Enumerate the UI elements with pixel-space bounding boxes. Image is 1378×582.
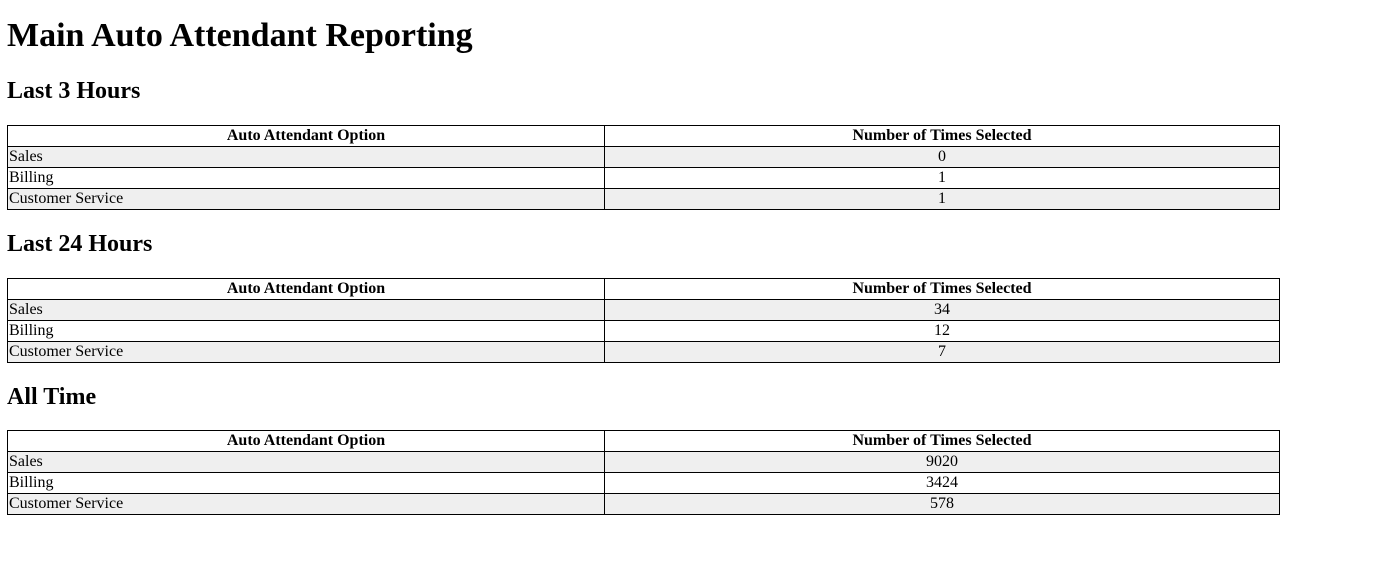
report-table-all-time — [7, 430, 1280, 515]
option-cell: Sales — [8, 452, 605, 473]
column-header-count: Number of Times Selected — [605, 126, 1280, 147]
option-cell: Sales — [8, 147, 605, 168]
count-cell: 9020 — [605, 452, 1280, 473]
table-row — [8, 321, 1280, 342]
count-cell: 12 — [605, 321, 1280, 342]
count-cell: 1 — [605, 168, 1280, 189]
count-cell: 0 — [605, 147, 1280, 168]
table-row — [8, 168, 1280, 189]
column-header-option: Auto Attendant Option — [8, 279, 605, 300]
column-header-count: Number of Times Selected — [605, 431, 1280, 452]
table-header-row — [8, 126, 1280, 147]
option-cell: Billing — [8, 321, 605, 342]
option-cell: Sales — [8, 300, 605, 321]
section-title-last-24-hours: Last 24 Hours — [7, 231, 153, 257]
table-row — [8, 147, 1280, 168]
table-row — [8, 452, 1280, 473]
count-cell: 7 — [605, 342, 1280, 363]
table-header-row — [8, 431, 1280, 452]
column-header-count: Number of Times Selected — [605, 279, 1280, 300]
section-title-last-3-hours: Last 3 Hours — [7, 78, 141, 104]
option-cell: Billing — [8, 168, 605, 189]
report-table-last-3-hours — [7, 125, 1280, 210]
count-cell: 578 — [605, 494, 1280, 515]
table-row — [8, 494, 1280, 515]
option-cell: Customer Service — [8, 494, 605, 515]
table-header-row — [8, 279, 1280, 300]
table-row — [8, 342, 1280, 363]
option-cell: Customer Service — [8, 189, 605, 210]
table-row — [8, 189, 1280, 210]
option-cell: Customer Service — [8, 342, 605, 363]
count-cell: 1 — [605, 189, 1280, 210]
count-cell: 3424 — [605, 473, 1280, 494]
column-header-option: Auto Attendant Option — [8, 431, 605, 452]
page-title: Main Auto Attendant Reporting — [7, 17, 473, 54]
table-row — [8, 300, 1280, 321]
count-cell: 34 — [605, 300, 1280, 321]
table-row — [8, 473, 1280, 494]
column-header-option: Auto Attendant Option — [8, 126, 605, 147]
option-cell: Billing — [8, 473, 605, 494]
section-title-all-time: All Time — [7, 384, 97, 410]
report-table-last-24-hours — [7, 278, 1280, 363]
